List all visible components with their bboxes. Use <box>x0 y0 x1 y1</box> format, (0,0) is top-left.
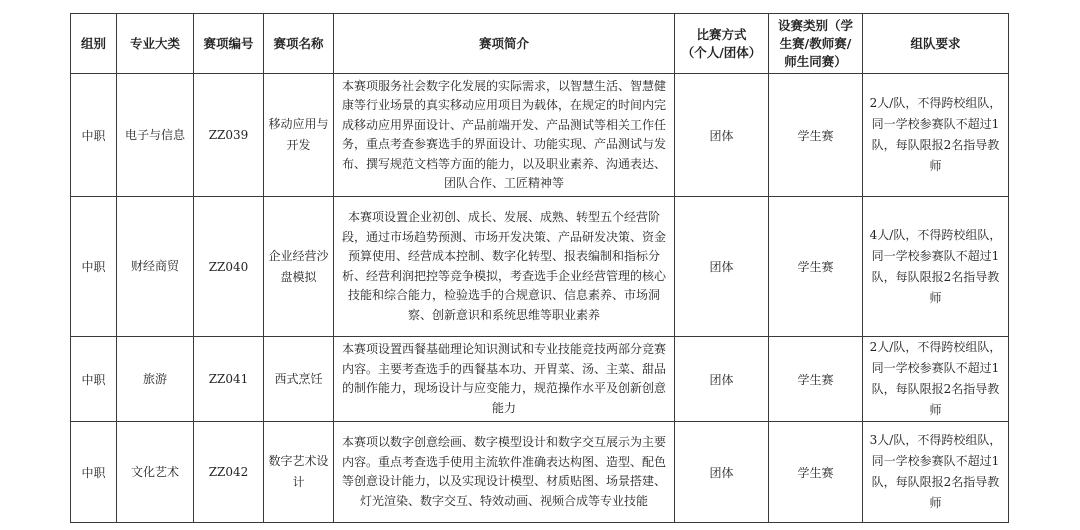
cell-name: 移动应用与开发 <box>264 74 334 197</box>
cell-team: 2人/队，不得跨校组队，同一学校参赛队不超过1队，每队限报2名指导教师 <box>863 74 1009 197</box>
cell-mode: 团体 <box>675 197 769 337</box>
cell-category: 财经商贸 <box>117 197 194 337</box>
cell-intro: 本赛项设置西餐基础理论知识测试和专业技能竞技两部分竞赛内容。主要考查选手的西餐基本功、开胃菜、汤、主菜、甜品的制作能力，现场设计与应变能力，规范操作水平及创新创意能力 <box>334 337 675 422</box>
cell-code: ZZ041 <box>194 337 264 422</box>
header-category: 专业大类 <box>117 14 194 74</box>
cell-type: 学生赛 <box>769 74 863 197</box>
table-row <box>71 74 1009 197</box>
cell-type: 学生赛 <box>769 337 863 422</box>
cell-type: 学生赛 <box>769 422 863 523</box>
cell-group: 中职 <box>71 337 117 422</box>
table-header-row <box>71 14 1009 74</box>
cell-intro: 本赛项以数字创意绘画、数字模型设计和数字交互展示为主要内容。重点考查选手使用主流软件准确表达构图、造型、配色等创意设计能力，以及实现设计模型、材质贴图、场景搭建、灯光渲染、数字交互、特效动画、视频合成等专业技能 <box>334 422 675 523</box>
cell-name: 企业经营沙盘模拟 <box>264 197 334 337</box>
cell-group: 中职 <box>71 197 117 337</box>
header-type-line2: 生赛/教师赛/ <box>779 35 852 51</box>
header-type-line1: 设赛类别（学 <box>777 17 853 33</box>
cell-category: 电子与信息 <box>117 74 194 197</box>
cell-category: 文化艺术 <box>117 422 194 523</box>
header-mode-line1: 比赛方式 <box>696 26 747 42</box>
cell-code: ZZ040 <box>194 197 264 337</box>
header-name: 赛项名称 <box>264 14 334 74</box>
cell-team: 3人/队，不得跨校组队，同一学校参赛队不超过1队，每队限报2名指导教师 <box>863 422 1009 523</box>
cell-code: ZZ042 <box>194 422 264 523</box>
cell-code: ZZ039 <box>194 74 264 197</box>
header-code: 赛项编号 <box>194 14 264 74</box>
cell-group: 中职 <box>71 422 117 523</box>
cell-type: 学生赛 <box>769 197 863 337</box>
header-group: 组别 <box>71 14 117 74</box>
cell-team: 2人/队，不得跨校组队，同一学校参赛队不超过1队，每队限报2名指导教师 <box>863 337 1009 422</box>
competition-table <box>70 13 1009 523</box>
cell-name: 西式烹饪 <box>264 337 334 422</box>
cell-mode: 团体 <box>675 337 769 422</box>
header-mode-line2: （个人/团体） <box>681 44 762 60</box>
header-team: 组队要求 <box>863 14 1009 74</box>
header-type-line3: 师生同赛） <box>784 53 847 69</box>
table-row <box>71 197 1009 337</box>
cell-intro: 本赛项设置企业初创、成长、发展、成熟、转型五个经营阶段，通过市场趋势预测、市场开发决策、产品研发决策、资金预算使用、经营成本控制、数字化转型、报表编制和指标分析、经营利润把控等竞争模拟，考查选手企业经营管理的核心技能和综合能力，检验选手的合规意识、信息素养、市场洞察、创新意识和系统思维等职业素养 <box>334 197 675 337</box>
header-type <box>769 14 863 74</box>
header-mode <box>675 14 769 74</box>
cell-mode: 团体 <box>675 74 769 197</box>
table-row <box>71 337 1009 422</box>
cell-intro: 本赛项服务社会数字化发展的实际需求，以智慧生活、智慧健康等行业场景的真实移动应用项目为载体，在规定的时间内完成移动应用界面设计、产品前端开发、产品测试等相关工作任务，重点考查参赛选手的界面设计、功能实现、产品测试与发布、撰写规范文档等方面的能力，以及职业素养、沟通表达、团队合作、工匠精神等 <box>334 74 675 197</box>
cell-mode: 团体 <box>675 422 769 523</box>
cell-group: 中职 <box>71 74 117 197</box>
table-row <box>71 422 1009 523</box>
cell-name: 数字艺术设计 <box>264 422 334 523</box>
header-intro: 赛项简介 <box>334 14 675 74</box>
cell-category: 旅游 <box>117 337 194 422</box>
cell-team: 4人/队，不得跨校组队，同一学校参赛队不超过1队，每队限报2名指导教师 <box>863 197 1009 337</box>
